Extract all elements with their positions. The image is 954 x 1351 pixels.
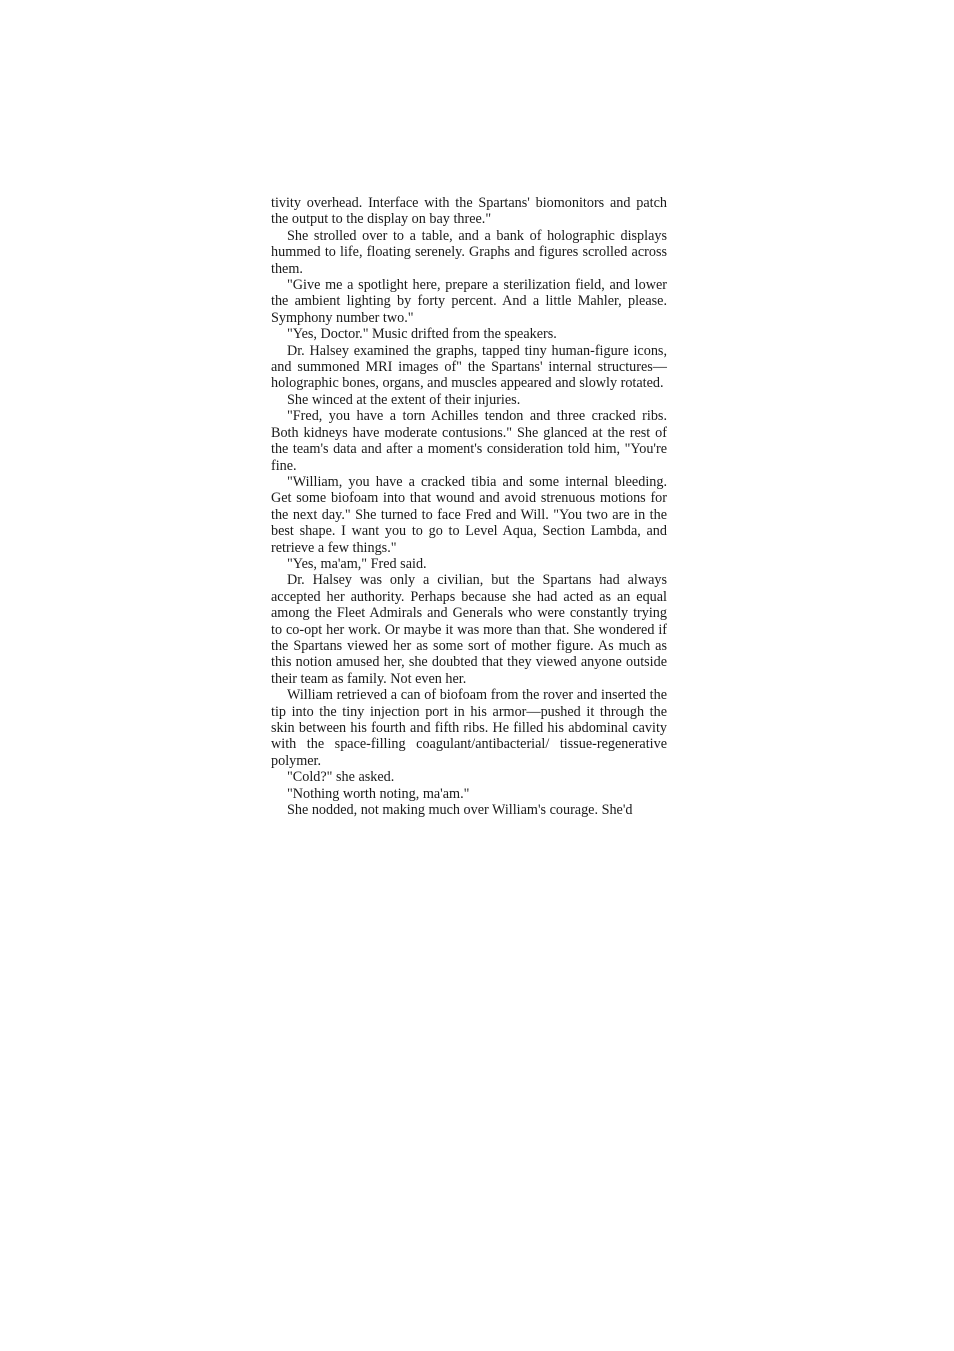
paragraph-13: "Nothing worth noting, ma'am." [287,785,470,802]
paragraph-3: "Give me a spotlight here, prepare a sterilization field, and lower the ambient lighting by forty percent. And a little Mahler, please. Symphony number two." [271,277,667,326]
paragraph-12: "Cold?" she asked. [287,769,395,786]
paragraph-11: William retrieved a can of biofoam from the rover and inserted the tip into the tiny injection port in his armor—pushed it through the skin between his fourth and fifth ribs. He filled his abdominal cavity with the space-filling coagulant/antibacterial/ tissue-regenerative polymer. [271,687,667,769]
book-page [271,195,667,818]
paragraph-2: She strolled over to a table, and a bank of holographic displays hummed to life, floating serenely. Graphs and figures scrolled across them. [271,227,667,277]
paragraph-9: "Yes, ma'am," Fred said. [287,555,427,572]
paragraph-1: tivity overhead. Interface with the Spartans' biomonitors and patch the output to the display on bay three." [271,195,667,228]
paragraph-10: Dr. Halsey was only a civilian, but the Spartans had always accepted her authority. Perhaps because she had acted as an equal among the Fleet Admirals and Generals who were constantly trying to co-opt her work. Or maybe it was more than that. She wondered if the Spartans viewed her as some sort of mother figure. As much as this notion amused her, she doubted that they viewed anyone outside their team as family. Not even her. [271,572,667,687]
paragraph-4: "Yes, Doctor." Music drifted from the speakers. [287,326,557,343]
paragraph-5: Dr. Halsey examined the graphs, tapped tiny human-figure icons, and summoned MRI images of" the Spartans' internal structures—holographic bones, organs, and muscles appeared and slowly rotated. [271,342,667,392]
paragraph-14: She nodded, not making much over William's courage. She'd [287,802,633,819]
paragraph-6: She winced at the extent of their injuries. [287,391,521,408]
paragraph-8: "William, you have a cracked tibia and some internal bleeding. Get some biofoam into that wound and avoid strenuous motions for the next day." She turned to face Fred and Will. "You two are in the best shape. I want you to go to Level Aqua, Section Lambda, and retrieve a few things." [271,473,667,556]
paragraph-7: "Fred, you have a torn Achilles tendon and three cracked ribs. Both kidneys have moderate contusions." She glanced at the rest of the team's data and after a moment's consideration told him, "You're fine. [271,408,667,474]
